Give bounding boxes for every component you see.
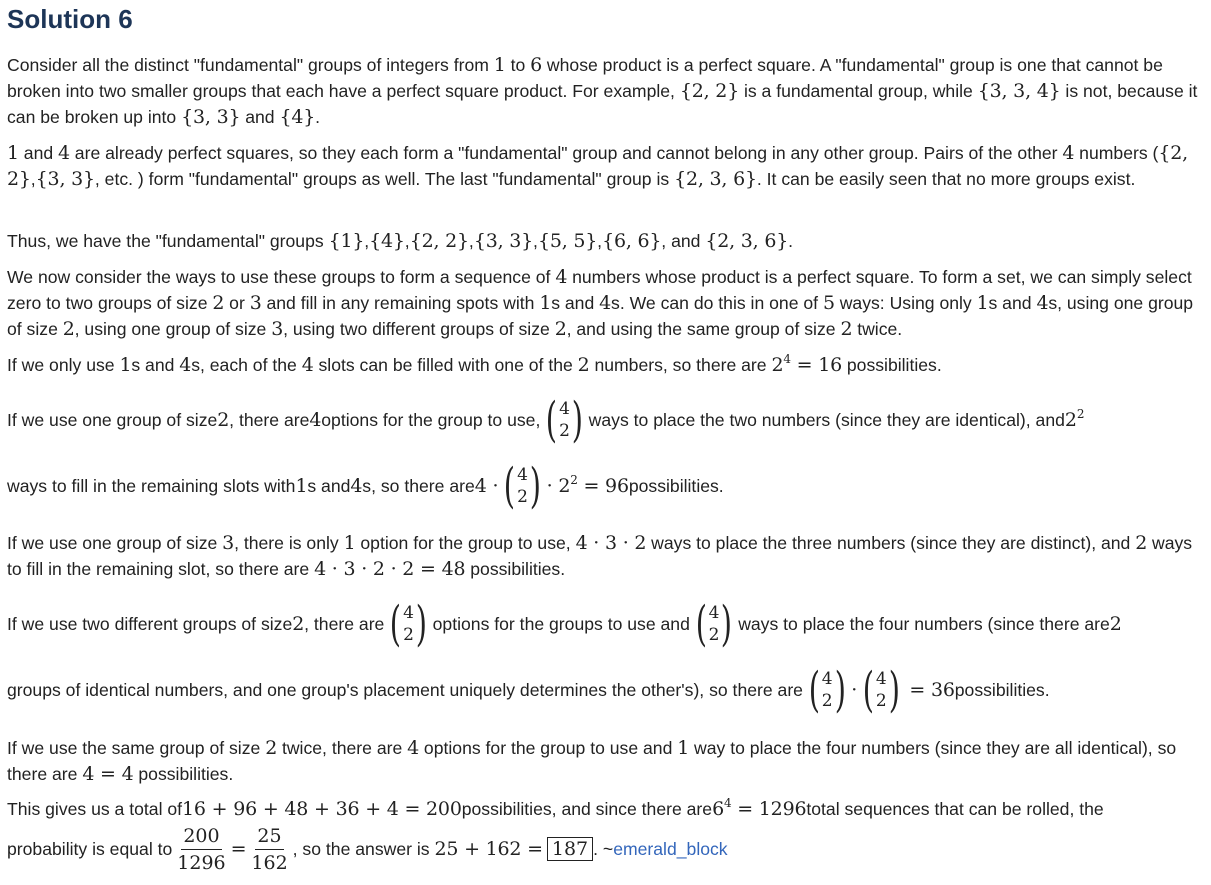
text: , [597,231,603,251]
text: possibilities. [628,475,724,496]
math: 4 [309,409,322,431]
text: slots can be filled with one of the [313,355,578,375]
binomial-coefficient [386,596,430,652]
text: , and using the same group of size [566,319,841,339]
text: possibilities. [841,355,942,375]
binomial-coefficient [542,392,586,448]
math: {2, 3, 6} [705,230,789,252]
text: twice. [852,319,903,339]
text: numbers, so there are [589,355,772,375]
fraction [175,825,227,874]
math: = [230,838,247,860]
text: , [30,169,36,189]
binomial-coefficient [805,662,849,718]
math: 4 · [474,475,499,497]
text: ways to place the four numbers (since there are [738,613,1110,634]
math: 4 [301,354,314,376]
exponent: 2 [1076,407,1085,421]
paragraph-case-two-pairs-line1 [7,594,1122,654]
math: 1 [677,737,690,759]
binom-bottom: 2 [517,487,528,507]
author-link[interactable]: emerald_block [613,838,728,859]
text: probability is equal to [7,838,173,859]
exponent: 4 [783,352,791,366]
math: 4 [58,142,70,164]
text: If we use one group of size [7,409,218,430]
text: s and [131,355,180,375]
math: {2, 2} [7,142,1189,190]
right-paren: ) [834,662,846,718]
numerator: 25 [255,825,283,850]
binom-bottom: 2 [875,691,887,711]
text: is not, because it can be broken up into [7,81,1198,127]
text: and [18,143,59,163]
solution-heading: Solution 6 [7,4,133,34]
result: = 16 [790,354,842,376]
binomial-coefficient [500,458,544,514]
text: options for the group to use, [321,409,541,430]
text: If we use two different groups of size [7,613,293,634]
math: 2 [265,737,278,759]
text: possibilities. [465,559,566,579]
math: · [851,679,858,701]
right-paren: ) [529,458,541,514]
exponent: 2 [570,473,578,487]
text: , [533,231,538,251]
math: 16 + 96 + 48 + 36 + 4 = 200 [182,798,462,820]
math: 2 [212,292,225,314]
text: . ~ [593,838,614,859]
text: way to place the four numbers (since they are all identical), so there are [7,738,1177,784]
factor: · 2 [546,475,571,497]
paragraph-case-two-pairs-line2 [7,660,1050,720]
math: 2 [1109,613,1122,635]
paragraph-case-same-pair-twice [7,735,1203,787]
math: {5, 5} [537,230,598,252]
math: {3, 3} [35,168,95,190]
base: 2 [771,354,784,376]
math: {6, 6} [602,230,662,252]
text: s, each of the [191,355,302,375]
math: {4} [279,106,316,128]
math: {1} [328,230,365,252]
right-paren: ) [415,596,427,652]
text: s and [551,293,600,313]
math: 4 [1062,142,1075,164]
text: numbers ( [1074,143,1159,163]
text: . [315,107,321,127]
math: 4 [179,354,192,376]
paragraph-case-ones-and-fours [7,352,1203,378]
text: s and [307,475,351,496]
text: , etc. ) form "fundamental" groups as well. The last "fundamental" group is [94,169,675,189]
binomial-coefficient [692,596,736,652]
base: 6 [712,798,724,820]
left-paren: ( [808,662,820,718]
text: twice, there are [277,738,408,758]
math [1065,409,1084,431]
math: 4 · 3 · 2 · 2 = 48 [314,558,466,580]
math: 1 [493,54,506,76]
paragraph-case-triple [7,530,1203,582]
math: 5 [822,292,835,314]
text: or [224,293,250,313]
text: is a fundamental group, while [739,81,978,101]
math: 6 [530,54,543,76]
exponent: 4 [723,796,732,810]
left-paren: ( [862,662,875,718]
text: numbers whose product is a perfect square. To form a set, we can simply select zero to two groups of size [7,267,1192,313]
text: possibilities. [954,679,1050,700]
text: , [292,838,298,859]
math: {3, 3} [181,106,241,128]
paragraph-fundamental-groups-definition [7,52,1203,130]
math: 2 [840,318,853,340]
math: 2 [62,318,75,340]
text: ways: Using only [834,293,977,313]
math: {2, 2} [409,230,469,252]
text: Thus, we have the "fundamental" groups [7,231,329,251]
text: groups of identical numbers, and one group's placement uniquely determines the other's), so there are [7,679,803,700]
text: ways to fill in the remaining slot, so there are [7,533,1193,579]
math: 4 [350,475,363,497]
text: . It can be easily seen that no more groups exist. [756,169,1136,189]
binom-bottom: 2 [403,625,414,645]
text: ways to place the three numbers (since they are distinct), and [646,533,1136,553]
math: 3 [222,532,235,554]
text: , there is only [234,533,344,553]
math: 4 · 3 · 2 [575,532,647,554]
math: 2 [554,318,567,340]
paragraph-case-one-pair-line2 [7,456,724,516]
text: If we use one group of size [7,533,223,553]
text: We now consider the ways to use these groups to form a sequence of [7,267,556,287]
paragraph-group-list [7,228,1203,254]
denominator: 162 [251,851,288,874]
text: If we use the same group of size [7,738,266,758]
left-paren: ( [695,596,707,652]
text: , [404,231,410,251]
math: 1 [976,292,989,314]
paragraph-perfect-squares [7,140,1203,192]
binom-bottom: 2 [708,625,720,645]
text: , and [661,231,706,251]
text: . [788,231,794,251]
text: are already perfect squares, so they each form a "fundamental" group and cannot belong in any other group. Pairs of the other [69,143,1063,163]
paragraph-case-one-pair-line1 [7,390,1084,450]
math: 4 [555,266,568,288]
fraction [249,825,289,874]
text: whose product is a perfect square. A "fundamental" group is one that cannot be broken into two smaller groups that each have a perfect square product. For example, [7,55,1163,101]
text: option for the group to use, [355,533,576,553]
math: 2 [292,613,305,635]
math: 2 [217,409,230,431]
base: 2 [1064,409,1077,431]
text: s and [988,293,1037,313]
left-paren: ( [390,596,402,652]
binom-top: 4 [559,399,570,419]
text: ways to place the two numbers (since they are identical), and [588,409,1065,430]
math: 3 [249,292,262,314]
denominator: 1296 [177,851,226,874]
binom-bottom: 2 [559,421,570,441]
result: = 96 [577,475,629,497]
text: If we only use [7,355,120,375]
text: , using two different groups of size [283,319,555,339]
text: possibilities. [133,764,234,784]
text: to [505,55,531,75]
numerator: 200 [181,825,221,850]
text: and fill in any remaining spots with [261,293,540,313]
text: s, so there are [362,475,475,496]
math: 4 = 4 [82,763,134,785]
binom-top: 4 [821,669,833,689]
math: 4 [1036,292,1049,314]
text: , using one group of size [74,319,272,339]
text: possibilities, and since there are [461,798,713,819]
left-paren: ( [504,458,516,514]
text: , there are [229,409,310,430]
result: = 1296 [731,798,807,820]
math: 25 + 162 = [434,838,543,860]
math: 2 [577,354,590,376]
math: {2, 3, 6} [674,168,757,190]
math: = 36 [909,679,955,701]
math [771,354,842,376]
text: Consider all the distinct "fundamental" groups of integers from [7,55,494,75]
text: This gives us a total of [7,798,183,819]
text: , there are [304,613,385,634]
text: , [364,231,370,251]
text: total sequences that can be rolled, the [806,798,1104,819]
paragraph-total-line1 [7,796,1104,822]
math: {4} [369,230,405,252]
math: 1 [343,532,356,554]
math: 4 [407,737,420,759]
text: ways to fill in the remaining slots with [7,475,296,496]
math: 1 [7,142,19,164]
text: options for the group to use and [419,738,678,758]
final-answer-box: 187 [547,837,593,861]
right-paren: ) [571,392,583,448]
binom-top: 4 [517,465,528,485]
text: options for the groups to use and [432,613,690,634]
binomial-coefficient [859,662,903,718]
math: 1 [295,475,308,497]
binom-bottom: 2 [821,691,833,711]
right-paren: ) [888,662,900,718]
math: 3 [271,318,284,340]
binom-top: 4 [708,603,720,623]
math: {2, 2} [679,80,740,102]
right-paren: ) [721,596,733,652]
text: , [468,231,474,251]
text: s, using one group of size [7,293,1194,339]
math [712,798,806,820]
text: and [240,107,280,127]
math [547,475,629,497]
left-paren: ( [546,392,558,448]
math: 1 [119,354,132,376]
paragraph-total-line2 [7,822,728,876]
paragraph-ways-overview [7,264,1203,342]
text: so the answer is [297,838,435,859]
text: s. We can do this in one of [611,293,823,313]
binom-top: 4 [875,669,887,689]
math: 4 [599,292,612,314]
math: {3, 3} [473,230,534,252]
math: 1 [539,292,552,314]
math: 2 [1135,532,1148,554]
binom-top: 4 [403,603,414,623]
math: {3, 3, 4} [977,80,1061,102]
